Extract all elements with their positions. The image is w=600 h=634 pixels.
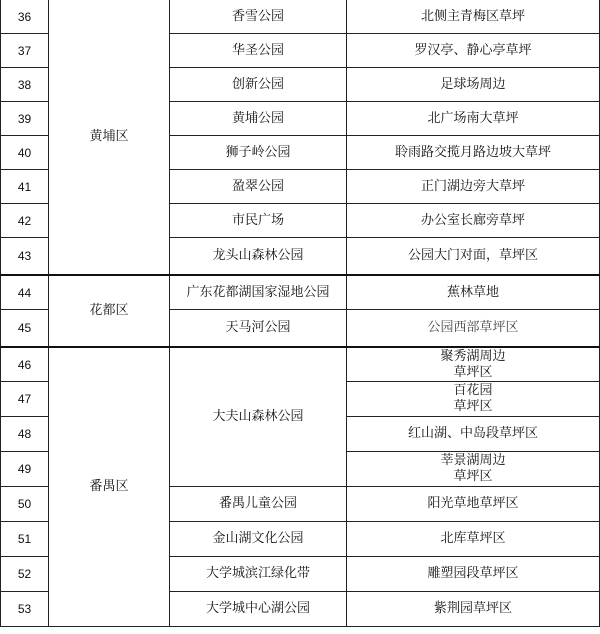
lawn-location: 办公室长廊旁草坪 — [347, 204, 600, 238]
park-name: 创新公园 — [170, 68, 347, 102]
table-row — [1, 275, 600, 310]
lawn-location: 聆雨路交揽月路边坡大草坪 — [347, 136, 600, 170]
park-name: 龙头山森林公园 — [170, 238, 347, 276]
row-number: 38 — [1, 68, 49, 102]
lawn-location-line: 草坪区 — [453, 469, 493, 484]
park-name: 金山湖文化公园 — [170, 522, 347, 557]
lawn-location — [347, 382, 600, 417]
park-name: 华圣公园 — [170, 34, 347, 68]
district-cell: 花都区 — [49, 275, 170, 347]
lawn-location: 北广场南大草坪 — [347, 102, 600, 136]
row-number: 47 — [1, 382, 49, 417]
park-name: 大夫山森林公园 — [170, 347, 347, 487]
lawn-location — [347, 347, 600, 382]
row-number: 51 — [1, 522, 49, 557]
lawn-location: 公园西部草坪区 — [347, 310, 600, 348]
park-name: 大学城中心湖公园 — [170, 592, 347, 627]
row-number: 48 — [1, 417, 49, 452]
lawn-location: 北库草坪区 — [347, 522, 600, 557]
row-number: 53 — [1, 592, 49, 627]
lawn-location: 红山湖、中岛段草坪区 — [347, 417, 600, 452]
lawn-location-line: 莘景湖周边 — [440, 453, 506, 468]
row-number: 45 — [1, 310, 49, 348]
row-number: 44 — [1, 275, 49, 310]
park-name: 广东花都湖国家湿地公园 — [170, 275, 347, 310]
park-name: 大学城滨江绿化带 — [170, 557, 347, 592]
lawn-location: 正门湖边旁大草坪 — [347, 170, 600, 204]
park-name: 狮子岭公园 — [170, 136, 347, 170]
lawn-location: 足球场周边 — [347, 68, 600, 102]
row-number: 41 — [1, 170, 49, 204]
lawn-location: 蕉林草地 — [347, 275, 600, 310]
lawn-location: 紫荆园草坪区 — [347, 592, 600, 627]
row-number: 49 — [1, 452, 49, 487]
row-number: 36 — [1, 0, 49, 34]
row-number: 46 — [1, 347, 49, 382]
row-number: 43 — [1, 238, 49, 276]
row-number: 42 — [1, 204, 49, 238]
table-row — [1, 0, 600, 34]
park-name: 番禺儿童公园 — [170, 487, 347, 522]
lawn-location: 公园大门对面，草坪区 — [347, 238, 600, 276]
row-number: 39 — [1, 102, 49, 136]
park-name: 盈翠公园 — [170, 170, 347, 204]
lawn-location-line: 聚秀湖周边 — [440, 348, 506, 364]
park-name: 天马河公园 — [170, 310, 347, 348]
row-number: 50 — [1, 487, 49, 522]
lawn-location: 罗汉亭、静心亭草坪 — [347, 34, 600, 68]
lawn-location: 雕塑园段草坪区 — [347, 557, 600, 592]
lawn-location: 北侧主青梅区草坪 — [347, 0, 600, 34]
row-number: 37 — [1, 34, 49, 68]
lawn-location-line: 百花园 — [453, 383, 493, 398]
district-cell: 番禺区 — [49, 347, 170, 627]
table-row — [1, 347, 600, 382]
park-name: 黄埔公园 — [170, 102, 347, 136]
lawn-location — [347, 452, 600, 487]
district-cell: 黄埔区 — [49, 0, 170, 275]
row-number: 52 — [1, 557, 49, 592]
park-name: 市民广场 — [170, 204, 347, 238]
lawn-location-line: 草坪区 — [453, 399, 493, 414]
lawn-location: 阳光草地草坪区 — [347, 487, 600, 522]
lawn-location-line: 草坪区 — [453, 364, 493, 380]
row-number: 40 — [1, 136, 49, 170]
park-name: 香雪公园 — [170, 0, 347, 34]
